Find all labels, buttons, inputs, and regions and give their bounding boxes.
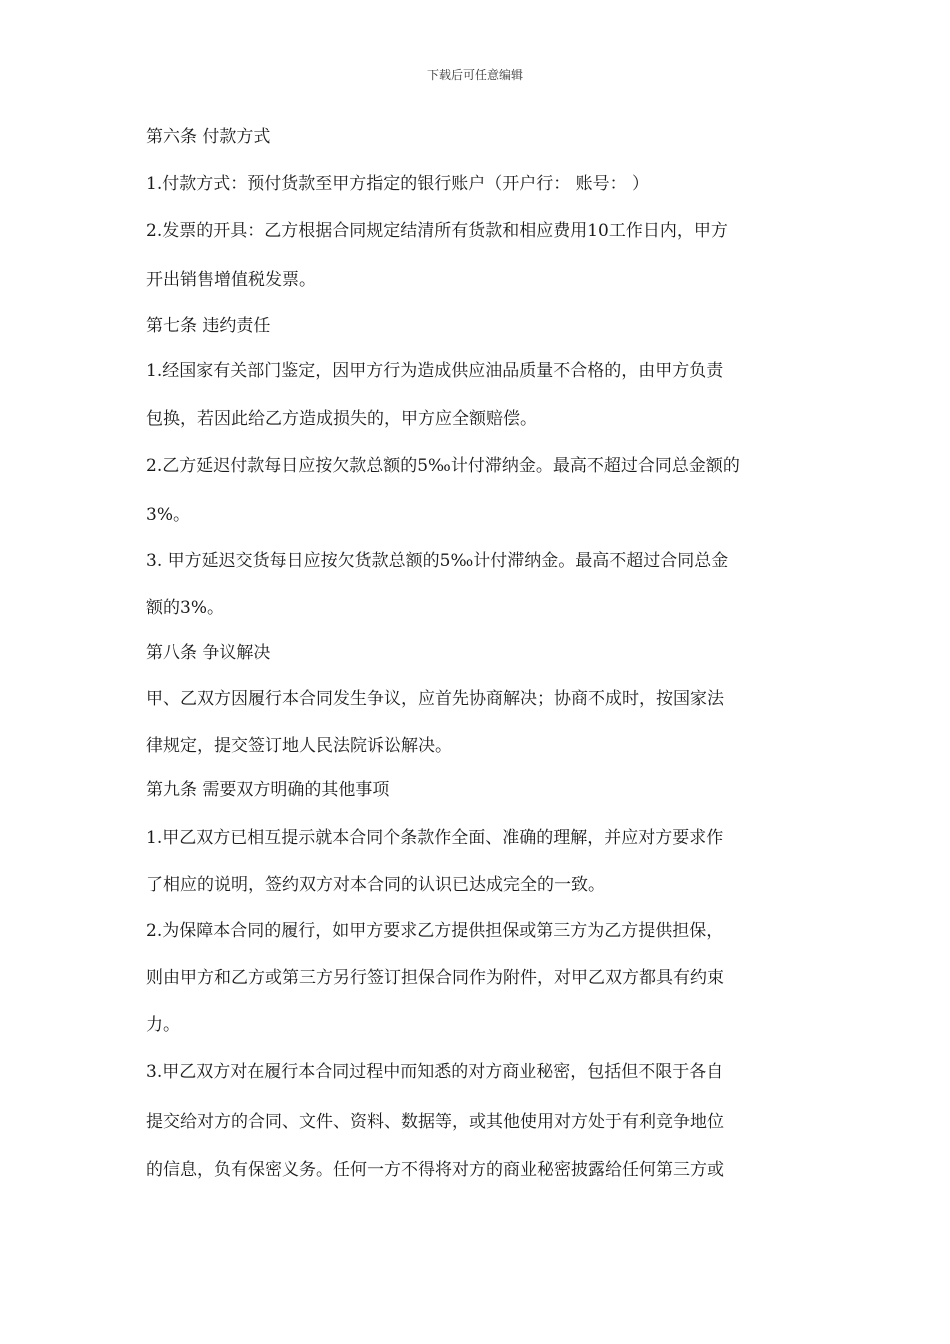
paragraph-line: 2.乙方延迟付款每日应按欠款总额的5‰计付滞纳金。最高不超过合同总金额的 xyxy=(146,456,740,476)
paragraph-line: 包换，若因此给乙方造成损失的，甲方应全额赔偿。 xyxy=(146,409,537,429)
paragraph-line: 3.甲乙双方对在履行本合同过程中而知悉的对方商业秘密，包括但不限于各自 xyxy=(146,1062,724,1082)
paragraph-line: 1.付款方式：预付货款至甲方指定的银行账户（开户行： 账号： ） xyxy=(146,174,650,194)
paragraph-line: 开出销售增值税发票。 xyxy=(146,270,316,290)
article-8-heading: 第八条 争议解决 xyxy=(146,643,271,663)
paragraph-line: 提交给对方的合同、文件、资料、数据等，或其他使用对方处于有利竞争地位 xyxy=(146,1112,724,1132)
paragraph-line: 2.发票的开具：乙方根据合同规定结清所有货款和相应费用10工作日内，甲方 xyxy=(146,221,728,241)
paragraph-line: 的信息，负有保密义务。任何一方不得将对方的商业秘密披露给任何第三方或 xyxy=(146,1160,724,1180)
page-header: 下载后可任意编辑 xyxy=(426,68,523,82)
article-6-heading: 第六条 付款方式 xyxy=(146,127,271,147)
paragraph-line: 1.经国家有关部门鉴定，因甲方行为造成供应油品质量不合格的，由甲方负责 xyxy=(146,361,724,381)
paragraph-line: 了相应的说明，签约双方对本合同的认识已达成完全的一致。 xyxy=(146,875,605,895)
article-7-heading: 第七条 违约责任 xyxy=(146,316,271,336)
paragraph-line: 1.甲乙双方已相互提示就本合同个条款作全面、准确的理解，并应对方要求作 xyxy=(146,828,724,848)
paragraph-line: 甲、乙双方因履行本合同发生争议，应首先协商解决；协商不成时，按国家法 xyxy=(146,689,724,709)
article-9-heading: 第九条 需要双方明确的其他事项 xyxy=(146,780,390,800)
paragraph-line: 律规定，提交签订地人民法院诉讼解决。 xyxy=(146,736,452,756)
paragraph-line: 额的3%。 xyxy=(146,598,224,618)
paragraph-line: 2.为保障本合同的履行，如甲方要求乙方提供担保或第三方为乙方提供担保， xyxy=(146,921,724,941)
paragraph-line: 3. 甲方延迟交货每日应按欠货款总额的5‰计付滞纳金。最高不超过合同总金 xyxy=(146,551,729,571)
paragraph-line: 3%。 xyxy=(146,505,190,525)
paragraph-line: 力。 xyxy=(146,1015,180,1035)
paragraph-line: 则由甲方和乙方或第三方另行签订担保合同作为附件，对甲乙双方都具有约束 xyxy=(146,968,724,988)
